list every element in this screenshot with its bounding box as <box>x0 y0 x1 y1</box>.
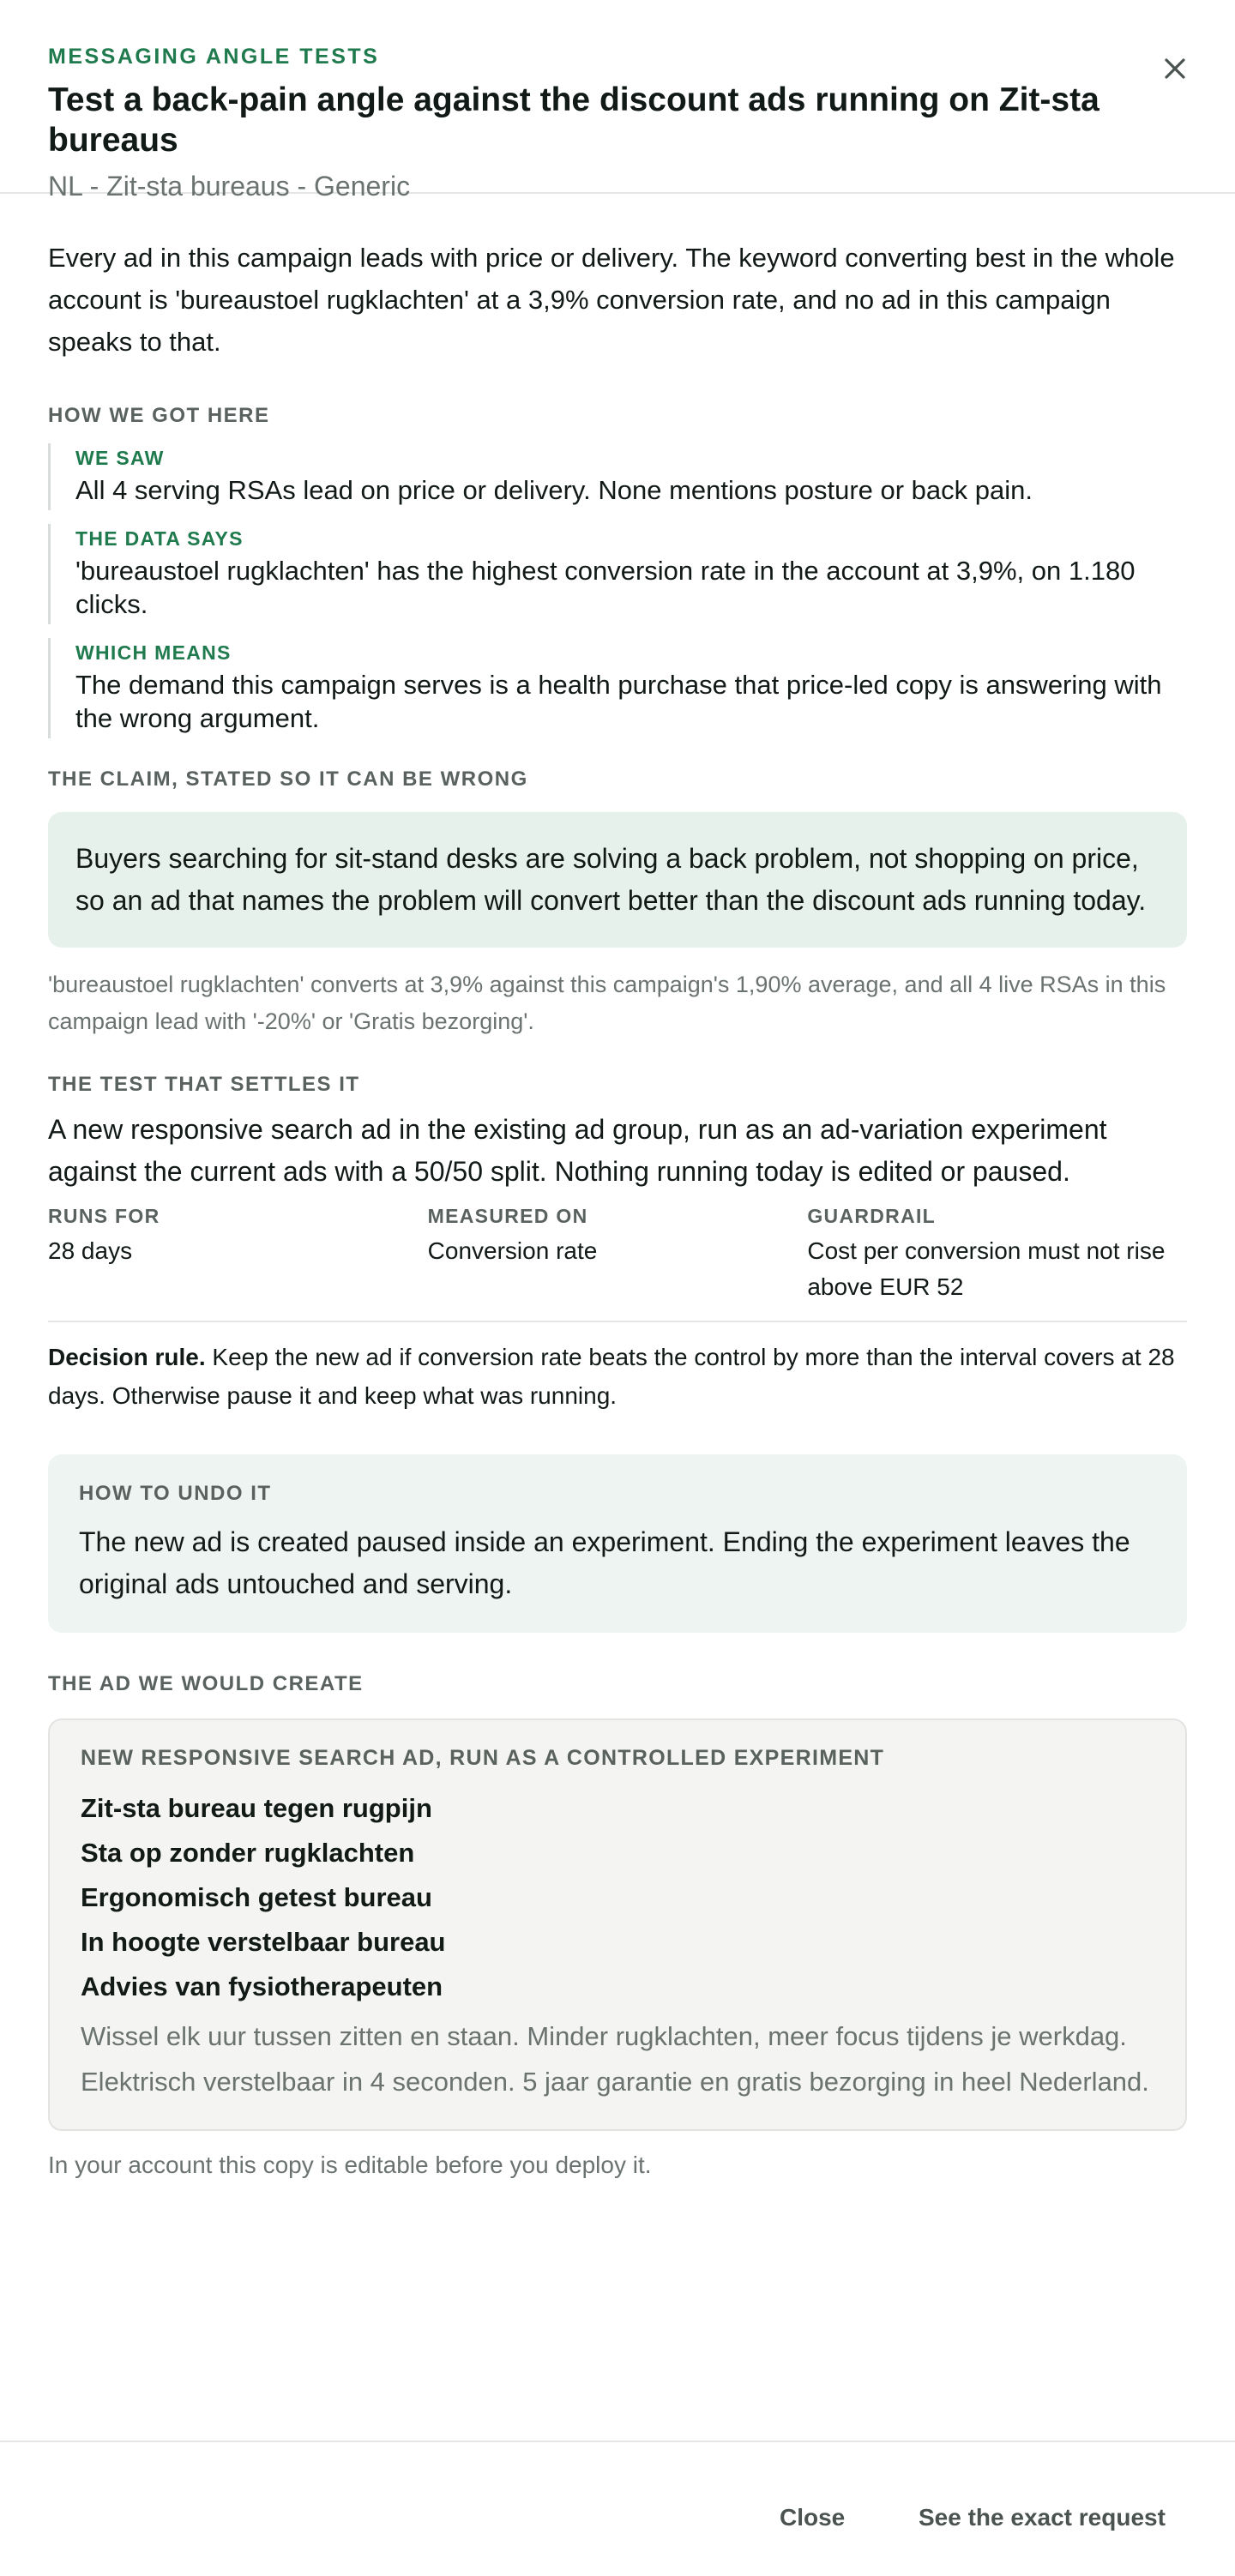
step-text: 'bureaustoel rugklachten' has the highest conversion rate in the account at 3,9%, on 1.180 clicks. <box>75 556 1136 619</box>
metric-value: 28 days <box>48 1237 133 1264</box>
metric-measured-on <box>428 1205 808 1305</box>
how-section <box>48 404 1187 738</box>
test-metrics <box>48 1205 1187 1305</box>
reasoning-steps <box>48 443 1187 738</box>
step-label: THE DATA SAYS <box>75 527 244 550</box>
metric-runs-for <box>48 1205 428 1305</box>
metric-label: GUARDRAIL <box>807 1205 937 1227</box>
claim-box: Buyers searching for sit-stand desks are solving a back problem, not shopping on price, so an ad that names the problem will convert better than the discount ads running today. <box>48 812 1187 948</box>
step-we-saw <box>48 443 1187 510</box>
ad-headline: Advies van fysiotherapeuten <box>81 1971 443 2001</box>
ad-descriptions <box>81 2018 1154 2100</box>
see-exact-request-button[interactable]: See the exact request <box>919 2504 1166 2531</box>
modal-footer <box>0 2441 1235 2576</box>
decision-rule-text: Keep the new ad if conversion rate beats the control by more than the interval covers at 28 days. Otherwise pause it and keep what was running. <box>48 1344 1175 1409</box>
test-description: A new responsive search ad in the existing ad group, run as an ad-variation experiment against the current ads with a 50/50 split. Nothing running today is edited or paused. <box>48 1114 1107 1187</box>
section-label-claim: THE CLAIM, STATED SO IT CAN BE WRONG <box>48 767 528 791</box>
step-text: The demand this campaign serves is a health purchase that price-led copy is answering with the wrong argument. <box>75 670 1162 733</box>
step-text: All 4 serving RSAs lead on price or delivery. None mentions posture or back pain. <box>75 475 1033 505</box>
close-button[interactable] <box>1154 48 1196 89</box>
metric-value: Conversion rate <box>427 1237 598 1264</box>
ad-headline: Zit-sta bureau tegen rugpijn <box>81 1793 432 1823</box>
ad-headline: Sta op zonder rugklachten <box>81 1838 415 1868</box>
modal-header <box>0 0 1235 202</box>
undo-text: The new ad is created paused inside an experiment. Ending the experiment leaves the original ads untouched and serving. <box>79 1526 1130 1599</box>
campaign-subtitle: NL - Zit-sta bureaus - Generic <box>48 171 411 202</box>
editable-note: In your account this copy is editable before you deploy it. <box>48 2152 652 2178</box>
eyebrow-label: MESSAGING ANGLE TESTS <box>48 45 380 69</box>
claim-evidence: 'bureaustoel rugklachten' converts at 3,9% against this campaign's 1,90% average, and all 4 live RSAs in this campaign lead with '-20%' or 'Gratis bezorging'. <box>48 972 1166 1034</box>
section-label-ad: THE AD WE WOULD CREATE <box>48 1672 364 1695</box>
section-label-test: THE TEST THAT SETTLES IT <box>48 1073 360 1096</box>
step-label: WE SAW <box>75 447 165 469</box>
metric-label: RUNS FOR <box>48 1205 160 1227</box>
ad-preview <box>48 1718 1187 2131</box>
step-label: WHICH MEANS <box>75 641 232 664</box>
ad-headline: Ergonomisch getest bureau <box>81 1882 432 1912</box>
ad-description: Wissel elk uur tussen zitten en staan. Minder rugklachten, meer focus tijdens je werkdag. <box>81 2021 1127 2051</box>
decision-rule <box>48 1338 1187 1415</box>
close-footer-button[interactable]: Close <box>780 2504 846 2531</box>
step-data-says <box>48 524 1187 624</box>
ad-section <box>48 1672 1187 2179</box>
metric-value: Cost per conversion must not rise above EUR 52 <box>807 1237 1166 1300</box>
test-section <box>48 1073 1187 1415</box>
ad-headline: In hoogte verstelbaar bureau <box>81 1927 446 1957</box>
ad-preview-label: NEW RESPONSIVE SEARCH AD, RUN AS A CONTROLLED EXPERIMENT <box>81 1746 885 1770</box>
metric-label: MEASURED ON <box>427 1205 588 1227</box>
decision-rule-label: Decision rule. <box>48 1344 206 1370</box>
ad-description: Elektrisch verstelbaar in 4 seconden. 5 jaar garantie en gratis bezorging in heel Nederland. <box>81 2067 1149 2097</box>
claim-section <box>48 767 1187 1040</box>
section-label-undo: HOW TO UNDO IT <box>79 1482 272 1505</box>
ad-headlines <box>81 1786 1154 2009</box>
section-label-how: HOW WE GOT HERE <box>48 404 270 427</box>
divider <box>48 1321 1187 1322</box>
modal-content <box>0 194 1235 2179</box>
metric-guardrail <box>807 1205 1187 1305</box>
undo-box <box>48 1454 1187 1633</box>
page-title: Test a back-pain angle against the discount ads running on Zit-sta bureaus <box>48 81 1099 159</box>
close-icon <box>1164 57 1186 80</box>
step-which-means <box>48 638 1187 738</box>
summary-text: Every ad in this campaign leads with price or delivery. The keyword converting best in the whole account is 'bureaustoel rugklachten' at a 3,9% conversion rate, and no ad in this campaign speaks to that. <box>48 243 1175 357</box>
